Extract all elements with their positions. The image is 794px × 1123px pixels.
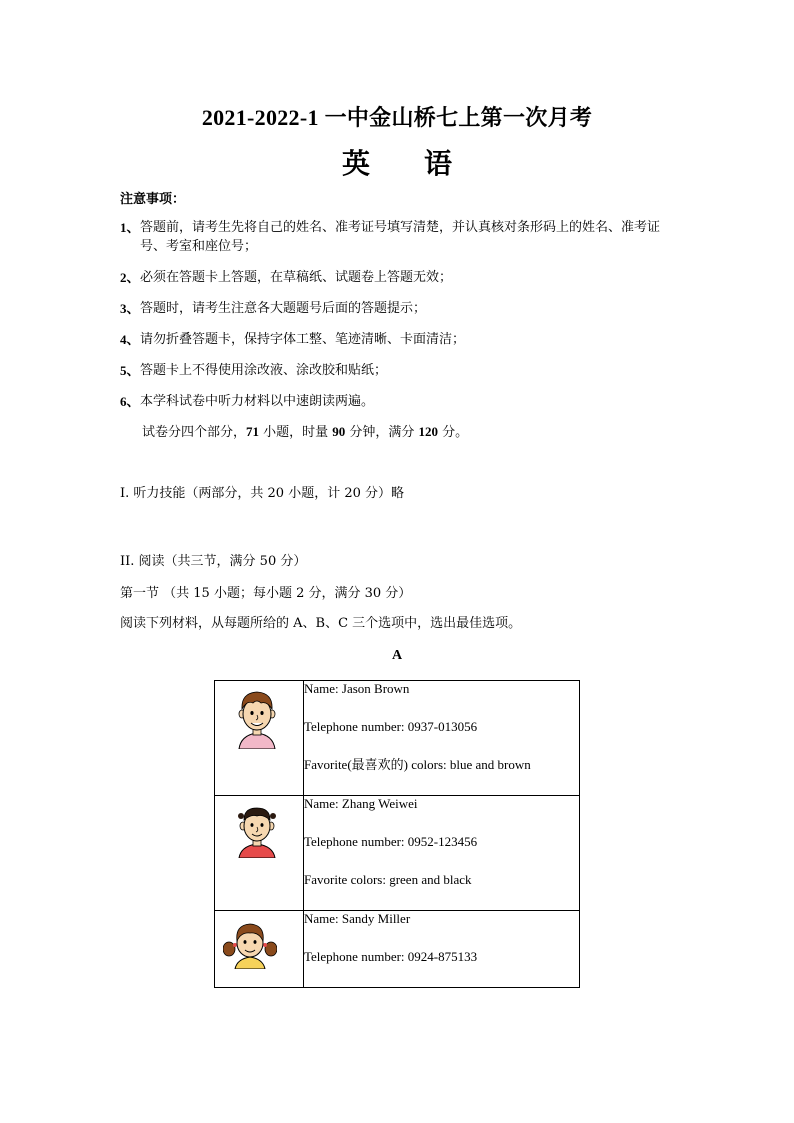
boy-avatar-icon xyxy=(233,802,281,858)
notice-item-text: 答题卡上不得使用涂改液、涂改胶和贴纸； xyxy=(140,363,388,378)
notice-item-number: 2、 xyxy=(120,270,140,285)
notice-item-number: 6、 xyxy=(120,394,140,409)
profile-info-cell xyxy=(304,796,580,911)
notice-item-text: 必须在答题卡上答题，在草稿纸、试题卷上答题无效； xyxy=(140,270,453,285)
part1-heading: 第一节 （共 15 小题；每小题 2 分，满分 30 分） xyxy=(120,586,412,601)
notice-item-text: 答题前，请考生先将自己的姓名、准考证号填写清楚，并认真核对条形码上的姓名、准考证号、考室和座位号； xyxy=(140,220,661,254)
boy-avatar-icon xyxy=(233,687,281,749)
table-row xyxy=(215,911,580,988)
profile-table xyxy=(214,680,580,988)
question-count: 71 xyxy=(246,424,260,439)
notice-item xyxy=(120,361,680,380)
notice-item xyxy=(120,268,680,287)
profile-phone: Telephone number: 0924-875133 xyxy=(304,949,478,964)
profile-name: Name: Zhang Weiwei xyxy=(304,796,418,811)
avatar-cell xyxy=(215,796,304,911)
notice-item xyxy=(120,330,680,349)
profile-info-cell xyxy=(304,911,580,988)
exam-info-middle2: 分钟，满分 xyxy=(345,425,419,440)
page-title: 2021-2022-1 一中金山桥七上第一次月考 xyxy=(201,105,593,130)
avatar-cell xyxy=(215,911,304,988)
notice-list xyxy=(120,218,680,423)
exam-info xyxy=(142,421,468,440)
profile-name: Name: Jason Brown xyxy=(304,681,410,696)
passage-label: A xyxy=(391,648,403,663)
exam-info-suffix: 分。 xyxy=(438,425,469,440)
table-row xyxy=(215,796,580,911)
exam-info-middle1: 小题，时量 xyxy=(259,425,333,440)
notice-item-number: 1、 xyxy=(120,220,140,235)
profile-phone: Telephone number: 0937-013056 xyxy=(304,719,478,734)
profile-info-cell xyxy=(304,681,580,796)
profile-colors: Favorite(最喜欢的) colors: blue and brown xyxy=(304,757,531,772)
notice-item-number: 3、 xyxy=(120,301,140,316)
profile-name: Name: Sandy Miller xyxy=(304,911,411,926)
notice-item-text: 本学科试卷中听力材料以中速朗读两遍。 xyxy=(140,394,375,409)
girl-avatar-icon xyxy=(223,919,277,969)
reading-section-heading: II. 阅读（共三节，满分 50 分） xyxy=(120,554,307,569)
notice-item-number: 5、 xyxy=(120,363,140,378)
total-score: 120 xyxy=(418,424,439,439)
avatar-cell xyxy=(215,681,304,796)
notice-item-text: 答题时，请考生注意各大题题号后面的答题提示； xyxy=(140,301,427,316)
notice-item-number: 4、 xyxy=(120,332,140,347)
listening-section-heading: I. 听力技能（两部分，共 20 小题，计 20 分）略 xyxy=(120,486,405,501)
notice-item xyxy=(120,218,680,256)
table-row xyxy=(215,681,580,796)
subject-title: 英语 xyxy=(341,147,506,180)
time-limit: 90 xyxy=(332,424,346,439)
notice-item xyxy=(120,299,680,318)
exam-info-prefix: 试卷分四个部分， xyxy=(142,425,247,440)
reading-instruction: 阅读下列材料，从每题所给的 A、B、C 三个选项中，选出最佳选项。 xyxy=(120,616,522,631)
profile-phone: Telephone number: 0952-123456 xyxy=(304,834,478,849)
notice-item-text: 请勿折叠答题卡，保持字体工整、笔迹清晰、卡面清洁； xyxy=(140,332,466,347)
profile-colors: Favorite colors: green and black xyxy=(304,872,472,887)
notice-item xyxy=(120,392,680,411)
notice-heading: 注意事项： xyxy=(120,192,186,207)
